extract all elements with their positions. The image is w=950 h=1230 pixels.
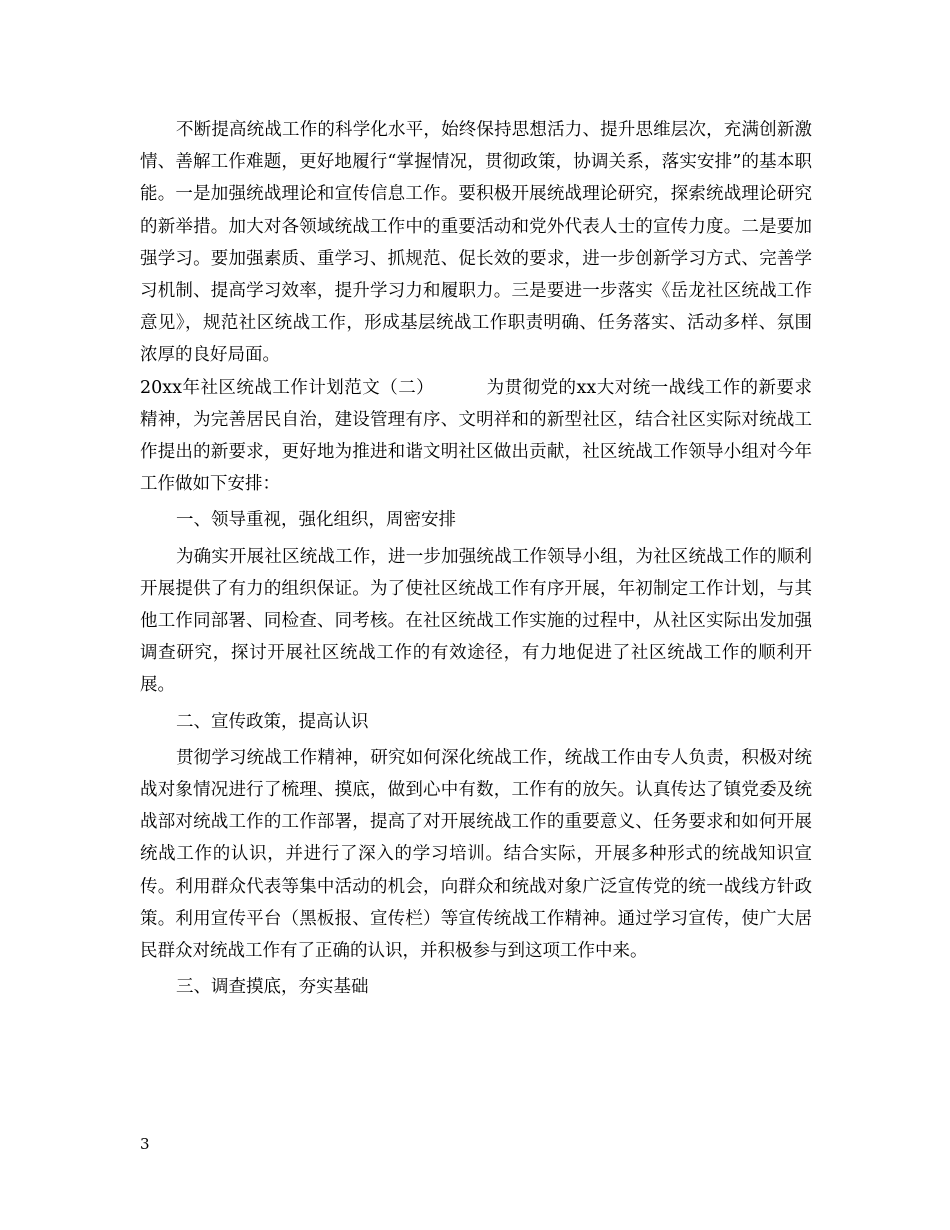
document-body [140, 114, 812, 1003]
paragraph-united-front-science: 不断提高统战工作的科学化水平，始终保持思想活力、提升思维层次，充满创新激情、善解工作难题，更好地履行“掌握情况，贯彻政策，协调关系，落实安排”的基本职能。一是加强统战理论和宣传信息工作。要积极开展统战理论研究，探索统战理论研究的新举措。加大对各领域统战工作中的重要活动和党外代表人士的宣传力度。二是要加强学习。要加强素质、重学习、抓规范、促长效的要求，进一步创新学习方式、完善学习机制、提高学习效率，提升学习力和履职力。三是要进一步落实《岳龙社区统战工作意见》，规范社区统战工作，形成基层统战工作职责明确、任务落实、活动多样、氛围浓厚的良好局面。 [140, 120, 812, 366]
page-number: 3 [140, 1135, 150, 1153]
plan-intro-text: 为贯彻党的xx大对统一战线工作的新要求精神，为完善居民自治，建设管理有序、文明祥和的新型社区，结合社区实际对统战工作提出的新要求，更好地为推进和谐文明社区做出贡献，社区统战工作领导小组对今年工作做如下安排： [140, 377, 812, 495]
section-heading-2: 二、宣传政策，提高认识 [176, 711, 369, 732]
section-heading-3: 三、调查摸底，夯实基础 [176, 977, 369, 998]
paragraph-plan-intro [140, 372, 812, 501]
section-heading-1: 一、领导重视，强化组织，周密安排 [176, 510, 456, 531]
paragraph-publicity: 贯彻学习统战工作精神，研究如何深化统战工作，统战工作由专人负责，积极对统战对象情况进行了梳理、摸底，做到心中有数，工作有的放矢。认真传达了镇党委及统战部对统战工作的工作部署，提高了对开展统战工作的重要意义、任务要求和如何开展统战工作的认识，并进行了深入的学习培训。结合实际，开展多种形式的统战知识宣传。利用群众代表等集中活动的机会，向群众和统战对象广泛宣传党的统一战线方针政策。利用宣传平台（黑板报、宣传栏）等宣传统战工作精神。通过学习宣传，使广大居民群众对统战工作有了正确的认识，并积极参与到这项工作中来。 [140, 747, 812, 962]
paragraph-leadership: 为确实开展社区统战工作，进一步加强统战工作领导小组，为社区统战工作的顺利开展提供了有力的组织保证。为了使社区统战工作有序开展，年初制定工作计划，与其他工作同部署、同检查、同考核。在社区统战工作实施的过程中，从社区实际出发加强调查研究，探讨开展社区统战工作的有效途径，有力地促进了社区统战工作的顺利开展。 [140, 546, 812, 696]
plan-title: 20xx年社区统战工作计划范文（二） [140, 377, 435, 398]
